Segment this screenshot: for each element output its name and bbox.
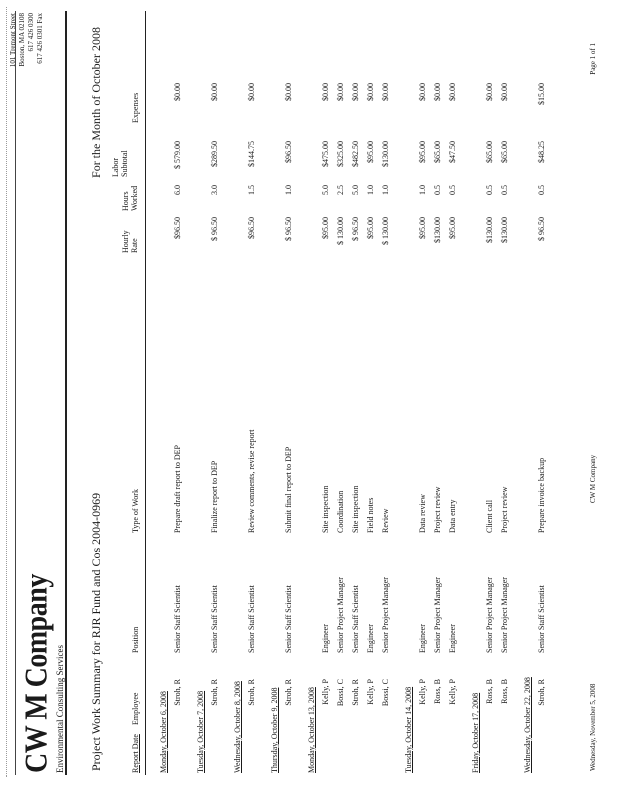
table-row — [319, 13, 334, 773]
company-tagline: Environmental Consulting Services — [55, 645, 65, 773]
cell-hours: 6.0 — [173, 185, 182, 195]
cell-employee: Ross, B — [485, 679, 494, 704]
cell-hourly-rate: $ 96.50 — [284, 217, 293, 241]
cell-hours: 1.0 — [366, 185, 375, 195]
table-row — [334, 13, 349, 773]
top-rule — [15, 11, 16, 775]
cell-labor-subtotal: $47.50 — [448, 141, 457, 163]
cell-hours: 0.5 — [500, 185, 509, 195]
cell-project-work: Submit final report to DEP — [284, 446, 293, 533]
group-date: Monday, October 6, 2008 — [159, 691, 168, 773]
cell-expenses: $0.00 — [418, 83, 427, 101]
cell-project-work: Project review — [433, 486, 442, 533]
cell-project-work: Project review — [500, 486, 509, 533]
cell-employee: Stroh, R — [173, 679, 182, 706]
cell-hours: 1.0 — [381, 185, 390, 195]
col-hourly-rate: Hourly Rate — [121, 230, 139, 253]
group-date: Thursday, October 9, 2008 — [270, 687, 279, 773]
cell-position: Senior Project Manager — [336, 577, 345, 653]
cell-employee: Ross, B — [433, 679, 442, 704]
cell-project-work: Data review — [418, 494, 427, 533]
cell-labor-subtotal: $95.00 — [366, 141, 375, 163]
cell-project-work: Data entry — [448, 499, 457, 533]
cell-hours: 3.0 — [210, 185, 219, 195]
cell-project-work: Finalize report to DEP — [210, 460, 219, 533]
cell-hourly-rate: $130.00 — [485, 217, 494, 243]
cell-hourly-rate: $96.50 — [173, 217, 182, 239]
date-group-header — [194, 13, 208, 773]
col-project-work: Type of Work — [131, 489, 140, 533]
cell-project-work: Coordination — [336, 490, 345, 533]
address-line: 617 426 0300 — [27, 13, 35, 52]
cell-employee: Kelly, P — [321, 679, 330, 705]
cell-expenses: $0.00 — [284, 83, 293, 101]
cell-expenses: $15.00 — [537, 83, 546, 105]
column-headers — [111, 13, 145, 773]
table-row — [431, 13, 446, 773]
col-expenses: Expenses — [131, 92, 140, 123]
cell-labor-subtotal: $144.75 — [247, 141, 256, 167]
table-row — [416, 13, 431, 773]
cell-hours: 1.0 — [418, 185, 427, 195]
date-group-header — [268, 13, 282, 773]
cell-position: Senior Staff Scientist — [173, 585, 182, 653]
cell-project-work: Review comments, revise report — [247, 429, 256, 533]
cell-labor-subtotal: $475.00 — [321, 141, 330, 167]
cell-labor-subtotal: $95.00 — [418, 141, 427, 163]
cell-hourly-rate: $ 96.50 — [537, 217, 546, 241]
cell-expenses: $0.00 — [321, 83, 330, 101]
cell-employee: Stroh, R — [284, 679, 293, 706]
column-rule — [145, 11, 146, 775]
scan-artifact — [6, 7, 7, 777]
cell-labor-subtotal: $482.50 — [351, 141, 360, 167]
cell-expenses: $0.00 — [336, 83, 345, 101]
table-row — [208, 13, 223, 773]
table-row — [171, 13, 186, 773]
address-line: 101 Tremont Street — [9, 13, 17, 68]
cell-position: Senior Staff Scientist — [284, 585, 293, 653]
table-row — [364, 13, 379, 773]
cell-hourly-rate: $130.00 — [500, 217, 509, 243]
work-table — [149, 13, 550, 773]
date-group-header — [521, 13, 535, 773]
footer-company: CW M Company — [589, 454, 597, 503]
cell-expenses: $0.00 — [381, 83, 390, 101]
cell-employee: Bossi, C — [381, 679, 390, 707]
cell-labor-subtotal: $289.50 — [210, 141, 219, 167]
cell-hourly-rate: $95.00 — [448, 217, 457, 239]
cell-hourly-rate: $130.00 — [433, 217, 442, 243]
cell-hours: 5.0 — [351, 185, 360, 195]
group-date: Tuesday, October 14, 2008 — [404, 686, 413, 773]
table-row — [498, 13, 513, 773]
report-title: Project Work Summary for RJR Fund and Cos 2004-0969 — [89, 492, 103, 771]
cell-hours: 0.5 — [537, 185, 546, 195]
group-date: Monday, October 13, 2008 — [307, 687, 316, 773]
table-row — [349, 13, 364, 773]
cell-project-work: Prepare invoice backup — [537, 457, 546, 533]
cell-hourly-rate: $ 96.50 — [351, 217, 360, 241]
cell-hours: 2.5 — [336, 185, 345, 195]
cell-expenses: $0.00 — [351, 83, 360, 101]
report-period: For the Month of October 2008 — [89, 27, 103, 178]
cell-expenses: $0.00 — [433, 83, 442, 101]
cell-hourly-rate: $95.00 — [321, 217, 330, 239]
col-report-date: Report Date — [131, 734, 140, 773]
company-name: CW M Company — [19, 574, 55, 773]
cell-project-work: Client call — [485, 499, 494, 533]
table-row — [535, 13, 550, 773]
group-date: Wednesday, October 8, 2008 — [233, 681, 242, 773]
cell-project-work: Site inspection — [351, 485, 360, 533]
cell-hourly-rate: $ 130.00 — [336, 217, 345, 245]
date-group-header — [157, 13, 171, 773]
company-address — [9, 13, 45, 67]
col-position: Position — [131, 626, 140, 653]
date-group-header — [402, 13, 416, 773]
cell-hours: 0.5 — [433, 185, 442, 195]
address-line: 617 426 0301 Fax — [36, 13, 44, 64]
col-hours-worked: Hours Worked — [121, 185, 139, 211]
cell-position: Senior Project Manager — [433, 577, 442, 653]
cell-labor-subtotal: $65.00 — [433, 141, 442, 163]
cell-project-work: Prepare draft report to DEP — [173, 445, 182, 533]
cell-labor-subtotal: $65.00 — [485, 141, 494, 163]
cell-employee: Stroh, R — [537, 679, 546, 706]
cell-position: Engineer — [366, 624, 375, 653]
cell-employee: Kelly, P — [366, 679, 375, 705]
col-labor-subtotal: Labor Subtotal — [111, 150, 129, 177]
footer-page-number: Page 1 of 1 — [589, 43, 597, 75]
cell-employee: Bossi, C — [336, 679, 345, 707]
cell-project-work: Site inspection — [321, 485, 330, 533]
cell-hours: 0.5 — [448, 185, 457, 195]
cell-position: Senior Project Manager — [381, 577, 390, 653]
cell-employee: Stroh, R — [351, 679, 360, 706]
cell-position: Senior Staff Scientist — [351, 585, 360, 653]
cell-hours: 1.0 — [284, 185, 293, 195]
cell-position: Senior Staff Scientist — [537, 585, 546, 653]
cell-position: Engineer — [448, 624, 457, 653]
date-group-header — [231, 13, 245, 773]
cell-employee: Kelly, P — [448, 679, 457, 705]
document-page — [3, 3, 603, 783]
cell-labor-subtotal: $96.50 — [284, 141, 293, 163]
cell-labor-subtotal: $325.00 — [336, 141, 345, 167]
cell-position: Senior Project Manager — [485, 577, 494, 653]
group-date: Tuesday, October 7, 2008 — [196, 690, 205, 773]
cell-labor-subtotal: $48.25 — [537, 141, 546, 163]
table-row — [245, 13, 260, 773]
cell-hourly-rate: $96.50 — [247, 217, 256, 239]
table-row — [282, 13, 297, 773]
cell-position: Senior Staff Scientist — [247, 585, 256, 653]
col-employee: Employee — [131, 692, 140, 725]
cell-hours: 5.0 — [321, 185, 330, 195]
cell-expenses: $0.00 — [366, 83, 375, 101]
table-row — [446, 13, 461, 773]
group-date: Wednesday, October 22, 2008 — [523, 677, 532, 773]
date-group-header — [305, 13, 319, 773]
cell-expenses: $0.00 — [173, 83, 182, 101]
cell-hourly-rate: $95.00 — [366, 217, 375, 239]
cell-hourly-rate: $95.00 — [418, 217, 427, 239]
cell-expenses: $0.00 — [485, 83, 494, 101]
cell-position: Engineer — [418, 624, 427, 653]
cell-labor-subtotal: $ 579.00 — [173, 141, 182, 169]
cell-project-work: Field notes — [366, 497, 375, 533]
cell-employee: Stroh, R — [247, 679, 256, 706]
cell-labor-subtotal: $130.00 — [381, 141, 390, 167]
cell-hours: 0.5 — [485, 185, 494, 195]
cell-hourly-rate: $ 130.00 — [381, 217, 390, 245]
table-row — [483, 13, 498, 773]
cell-expenses: $0.00 — [500, 83, 509, 101]
cell-employee: Stroh, R — [210, 679, 219, 706]
cell-expenses: $0.00 — [247, 83, 256, 101]
cell-expenses: $0.00 — [448, 83, 457, 101]
cell-labor-subtotal: $65.00 — [500, 141, 509, 163]
cell-project-work: Review — [381, 508, 390, 533]
table-row — [379, 13, 394, 773]
cell-position: Senior Project Manager — [500, 577, 509, 653]
group-date: Friday, October 17, 2008 — [471, 692, 480, 773]
address-line: Boston, MA 02108 — [18, 13, 26, 67]
cell-position: Engineer — [321, 624, 330, 653]
cell-expenses: $0.00 — [210, 83, 219, 101]
cell-hours: 1.5 — [247, 185, 256, 195]
cell-employee: Ross, B — [500, 679, 509, 704]
cell-employee: Kelly, P — [418, 679, 427, 705]
date-group-header — [469, 13, 483, 773]
cell-hourly-rate: $ 96.50 — [210, 217, 219, 241]
footer-date: Wednesday, November 5, 2008 — [589, 683, 597, 771]
header-rule — [65, 11, 67, 775]
cell-position: Senior Staff Scientist — [210, 585, 219, 653]
